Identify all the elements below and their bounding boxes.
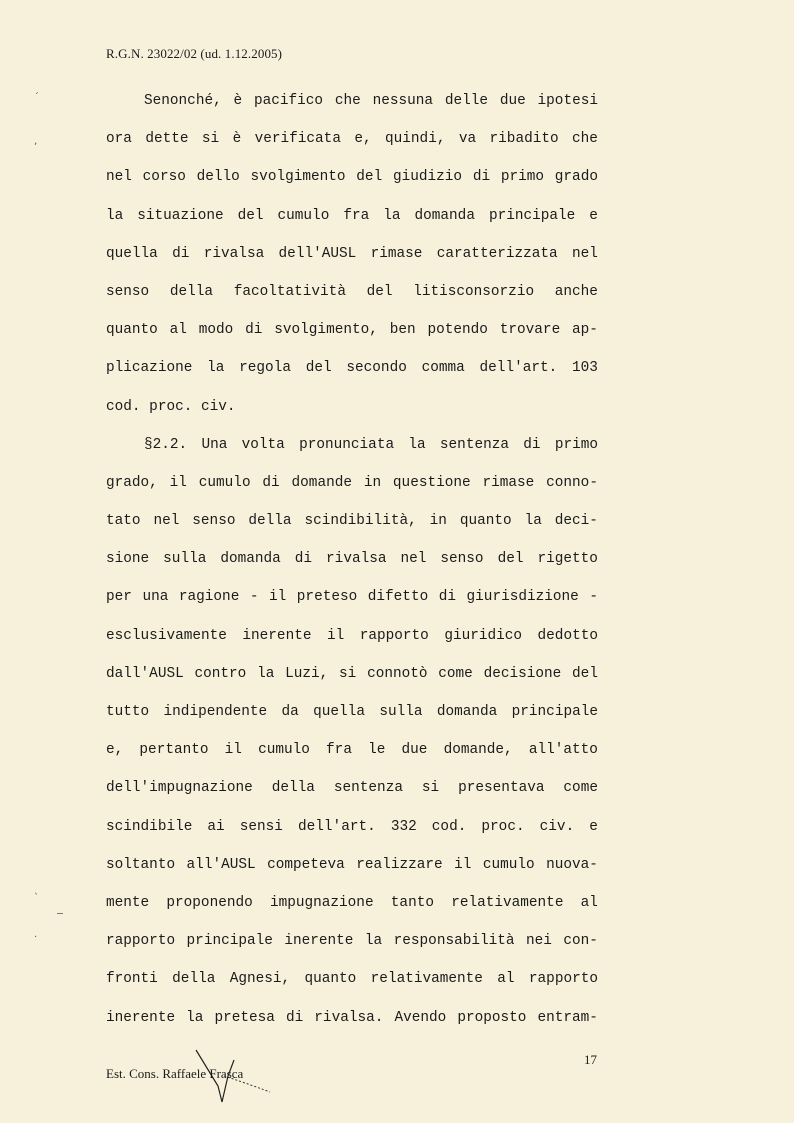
text-line: inerente la pretesa di rivalsa. Avendo proposto entram- xyxy=(106,1009,598,1026)
text-line: e, pertanto il cumulo fra le due domande, all'atto xyxy=(106,742,598,759)
text-line: tutto indipendente da quella sulla domanda principale xyxy=(106,704,598,720)
text-line: la situazione del cumulo fra la domanda principale e xyxy=(106,207,598,224)
text-line: senso della facoltatività del litisconsorzio anche xyxy=(106,283,598,300)
text-line: esclusivamente inerente il rapporto giuridico dedotto xyxy=(106,627,598,644)
text-line: mente proponendo impugnazione tanto relativamente al xyxy=(106,894,598,911)
signature-label: Est. Cons. Raffaele Frasca xyxy=(106,1066,244,1081)
margin-mark: · xyxy=(34,932,38,943)
text-line: soltanto all'AUSL competeva realizzare il cumulo nuova- xyxy=(106,856,598,873)
text-line: cod. proc. civ. xyxy=(106,398,236,415)
text-line: plicazione la regola del secondo comma dell'art. 103 xyxy=(106,360,598,377)
text-line: dell'impugnazione della sentenza si presentava come xyxy=(106,780,598,797)
case-reference-header: R.G.N. 23022/02 (ud. 1.12.2005) xyxy=(106,46,283,61)
text-line: dall'AUSL contro la Luzi, si connotò come decisione del xyxy=(106,665,598,682)
margin-mark: ˊ xyxy=(34,92,39,103)
text-line: fronti della Agnesi, quanto relativamente al rapporto xyxy=(106,971,598,988)
margin-mark: , xyxy=(34,136,38,147)
text-line: Senonché, è pacifico che nessuna delle due ipotesi xyxy=(144,93,598,109)
text-line: nel corso dello svolgimento del giudizio di primo grado xyxy=(106,169,598,186)
text-line: sione sulla domanda di rivalsa nel senso del rigetto xyxy=(106,551,598,568)
text-line: ora dette si è verificata e, quindi, va ribadito che xyxy=(106,131,598,148)
text-line: quella di rivalsa dell'AUSL rimase caratterizzata nel xyxy=(106,245,598,262)
text-line: §2.2. Una volta pronunciata la sentenza di primo xyxy=(144,436,598,453)
page-number: 17 xyxy=(584,1052,597,1067)
text-line: rapporto principale inerente la responsabilità nei con- xyxy=(106,933,598,950)
text-line: grado, il cumulo di domande in questione rimase conno- xyxy=(106,474,598,491)
text-line: scindibile ai sensi dell'art. 332 cod. proc. civ. e xyxy=(106,818,598,835)
text-line: per una ragione - il preteso difetto di giurisdizione - xyxy=(106,589,598,606)
text-line: tato nel senso della scindibilità, in quanto la deci- xyxy=(106,513,598,530)
text-line: quanto al modo di svolgimento, ben potendo trovare ap- xyxy=(106,322,598,339)
margin-mark: ˎ xyxy=(34,884,39,895)
margin-rule xyxy=(57,913,63,914)
document-body xyxy=(106,88,598,1043)
